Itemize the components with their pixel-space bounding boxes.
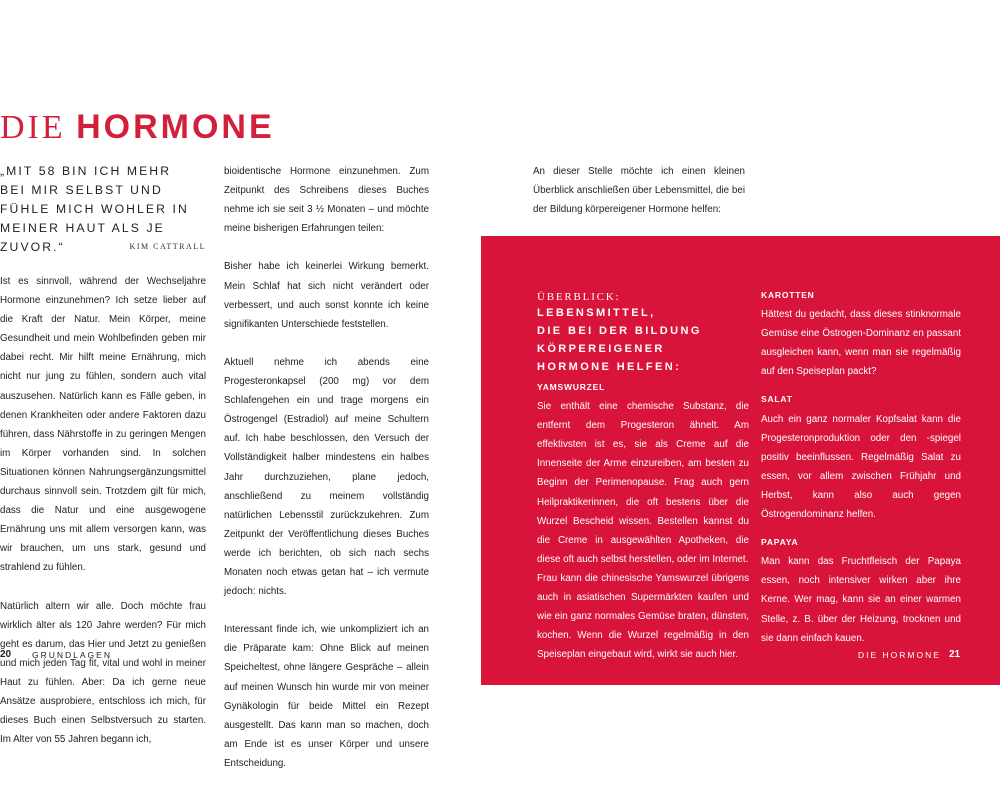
paragraph: bioidentische Hormone einzunehmen. Zum Zeitpunkt des Schreibens dieses Buches nehme ich sie seit 3 ½ Monaten – und möchte meine bisherigen Erfahrungen teilen:	[224, 166, 429, 235]
paragraph: Aktuell nehme ich abends eine Progesteronkapsel (200 mg) vor dem Schlafengehen ein und trage morgens ein Östrogengel (Estradiol) auf meine Schultern auf. Ich habe beschlossen, den Versuch der Vollständigkeit halber mindestens ein halbes Jahr durchzuziehen, plane jedoch, anschließend zu meinem vollständig natürlichen Lebensstil zurückzukehren. Zum Zeitpunkt der Veröffentlichung dieses Buches werde ich berichten, ob sich nach sechs Monaten noch etwas getan hat – ich vermute jedoch: nichts.	[224, 356, 429, 598]
section-paragraph: Sie enthält eine chemische Substanz, die entfernt dem Progesteron ähnelt. Am effektivsten ist es, sie als Creme auf die Innenseite der Arme einzureiben, am besten zu Beginn der Perimenopause. Frag auch gern Heilpraktikerinnen, die oft bestens über die Wurzel Bescheid wissen. Bestellen kannst du die Creme in ausgewählten Apotheken, die diese oft auch selbst herstellen, oder im Internet.	[537, 401, 749, 565]
chapter-title-part2: HORMONE	[76, 108, 275, 146]
paragraph: An dieser Stelle möchte ich einen kleinen Überblick anschließen über Lebensmittel, die bei der Bildung körpereigener Hormone helfen:	[533, 166, 745, 216]
paragraph: Natürlich altern wir alle. Doch möchte frau wirklich älter als 120 Jahre werden? Für mich geht es darum, das Hier und Jetzt zu genießen und mich jeden Tag fit, vital und wohl in meiner Haut zu fühlen. Aber: Da ich gerne neue Ansätze ausprobiere, entschloss ich mich, für dieses Buch einen Selbstversuch zu starten. Im Alter von 55 Jahren begann ich,	[0, 600, 206, 746]
paragraph: Interessant finde ich, wie unkompliziert ich an die Präparate kam: Ohne Blick auf meinen Speicheltest, ohne längere Gespräche – allein auf meinen Wunsch hin wurde mir von meiner Gynäkologin für beide Mittel ein Rezept ausgestellt. Das kann man so machen, doch am Ende ist es unser Körper und unsere Entscheidung.	[224, 624, 429, 769]
overview-title-line: LEBENSMITTEL,	[537, 307, 656, 319]
running-footer-right: DIE HORMONE	[858, 650, 941, 660]
quote-author: KIM CATTRALL	[129, 242, 206, 251]
section-paragraph: Hättest du gedacht, dass dieses stinknormale Gemüse eine Östrogen-Dominanz en passant ausgleichen kann, wenn man sie regelmäßig auf den Speiseplan packt?	[761, 309, 961, 378]
section-title-papaya: PAPAYA	[761, 537, 799, 548]
section-title-yamswurzel: YAMSWURZEL	[537, 382, 606, 392]
overview-title-line: DIE BEI DER BILDUNG	[537, 325, 702, 337]
overview-title-line: KÖRPEREIGENER	[537, 343, 665, 355]
overview-label: ÜBERBLICK:	[537, 291, 621, 303]
text-column-3	[533, 162, 745, 219]
overview-box	[481, 236, 1000, 685]
running-footer-left: GRUNDLAGEN	[32, 650, 112, 660]
overview-column-left	[537, 378, 749, 664]
paragraph: Bisher habe ich keinerlei Wirkung bemerkt. Mein Schlaf hat sich nicht verändert oder verbessert, und auch sonst konnte ich keine signifikanten Unterschiede feststellen.	[224, 261, 429, 330]
section-title-karotten: KAROTTEN	[761, 290, 815, 300]
overview-column-right	[761, 286, 961, 648]
paragraph: Ist es sinnvoll, während der Wechseljahre Hormone einzunehmen? Ich setze lieber auf die Kraft der Natur. Mein Körper, meine Gesundheit und mein Wohlbefinden geben mir dabei recht. Mir hilft meine Ernährung, mich nicht nur jung zu fühlen, sondern auch vital auszusehen. Natürlich kann es Fälle geben, in denen Krankheiten oder andere Faktoren dazu führen, dass Nährstoffe in zu geringen Mengen im Körper vorhanden sind. In solchen Situationen können Nahrungsergänzungsmittel durchaus sinnvoll sein. Trotzdem gilt für mich, dass die Natur und eine ausgewogene Ernährung uns mit allem versorgen kann, was wir brauchen, um uns stark, gesund und strahlend zu fühlen.	[0, 276, 206, 574]
page-number-right: 21	[949, 649, 961, 660]
text-column-2	[224, 162, 429, 773]
text-column-1	[0, 272, 206, 749]
section-paragraph: Auch ein ganz normaler Kopfsalat kann die Progesteronproduktion oder den -spiegel positiv beeinflussen. Regelmäßig Salat zu essen, vor allem zwischen Frühjahr und Herbst, kann also auch gegen Östrogendominanz helfen.	[761, 413, 961, 521]
overview-heading	[537, 288, 751, 376]
page-number-left: 20	[0, 649, 12, 660]
pull-quote: „MIT 58 BIN ICH MEHR BEI MIR SELBST UND FÜHLE MICH WOHLER IN MEINER HAUT ALS JE ZUVOR.“	[0, 164, 189, 254]
section-paragraph: Man kann das Fruchtfleisch der Papaya essen, noch intensiver wirken aber ihre Kerne. Wer mag, kann sie an einer warmen Stelle, z. B. über der Heizung, trocknen und sie dann einfach kauen.	[761, 556, 961, 644]
chapter-title-part1: DIE	[0, 109, 66, 146]
chapter-title	[0, 108, 275, 147]
section-paragraph: Frau kann die chinesische Yamswurzel übrigens auch in asiatischen Supermärkten kaufen und wie ein ganz normales Gemüse braten, dünsten, kochen. Wenn die Wurzel regelmäßig in den Speiseplan eingebaut wird, wirkt sie auch hier.	[537, 572, 749, 661]
section-title-salat: SALAT	[761, 394, 793, 405]
overview-title-line: HORMONE HELFEN:	[537, 361, 682, 373]
